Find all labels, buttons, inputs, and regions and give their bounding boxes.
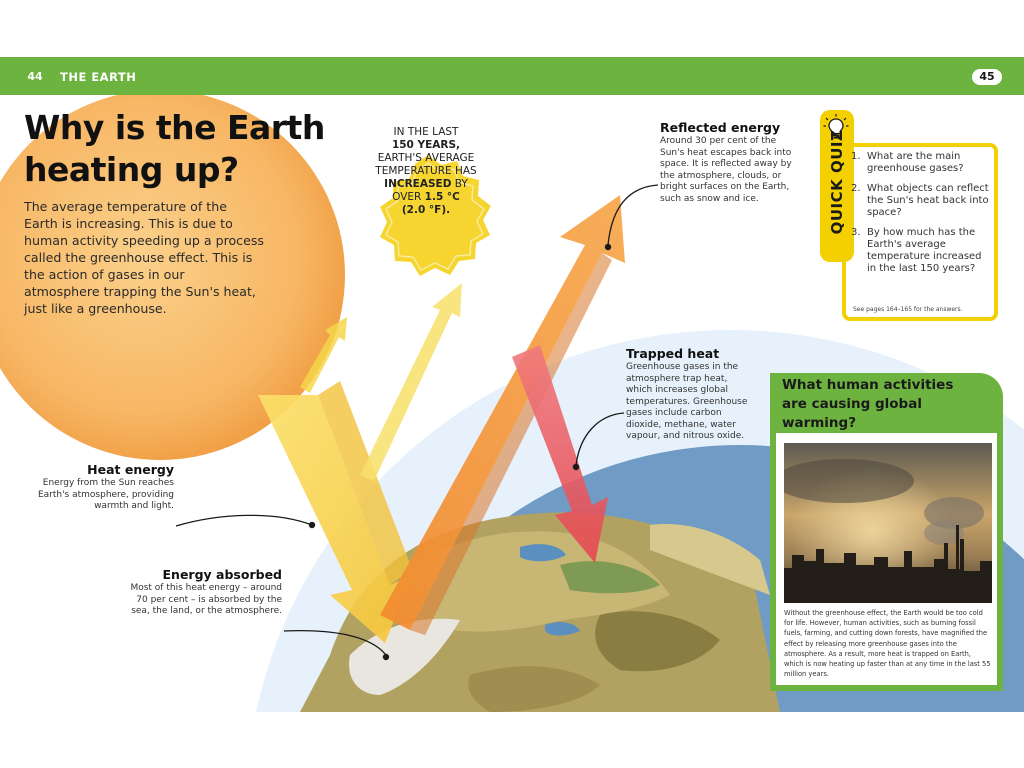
book-spread [0,57,1024,712]
absorbed-body: Most of this heat energy – around 70 per cent – is absorbed by the sea, the land, or the atmosphere. [130,583,282,616]
heat-energy-label [20,462,174,513]
quiz-answers-note: See pages 164–165 for the answers. [853,306,963,313]
page-number-right: 45 [972,69,1002,85]
activities-title: What human activities are causing global warming? [782,377,954,431]
trapped-heat-label [626,346,756,443]
trapped-title: Trapped heat [626,346,720,361]
fact-line-6: OVER [392,191,425,203]
heat-leader-line [176,515,312,526]
fact-line-4: TEMPERATURE HAS [375,165,477,177]
section-label: THE EARTH [60,70,137,84]
industrial-smog-photo [784,443,992,603]
reflected-title: Reflected energy [660,120,781,135]
absorbed-title: Energy absorbed [162,567,282,582]
intro-paragraph: The average temperature of the Earth is increasing. This is due to human activity speeding up a process called the greenhouse effect. This is the action of gases in our atmosphere trapping the Sun's heat, just like a greenhouse. [24,199,264,316]
fact-line-5b: BY [451,178,468,190]
quiz-question: 1. What are the main greenhouse gases? [851,151,964,174]
quick-quiz-label: QUICK QUIZ [828,129,846,235]
heat-body: Energy from the Sun reaches Earth's atmosphere, providing warmth and light. [37,478,174,511]
trapped-body: Greenhouse gases in the atmosphere trap heat, which increases global temperatures. Greenhouse gases include carbon dioxide, methane, water vapour, and nitrous oxide. [626,362,748,441]
fact-line-2: 150 YEARS, [391,139,461,151]
fact-line-3: EARTH'S AVERAGE [377,152,475,164]
heat-title: Heat energy [87,462,174,477]
page-title: Why is the Earth heating up? [24,108,325,189]
quiz-question: 3. By how much has the Earth's average temperature increased in the last 150 years? [851,227,982,274]
energy-absorbed-label [130,567,282,618]
quiz-questions [851,151,991,283]
fact-line-1: IN THE LAST [393,126,459,138]
fact-line-5: INCREASED [384,178,452,190]
fact-burst-text [368,126,484,217]
reflected-body: Around 30 per cent of the Sun's heat escapes back into space. It is reflected away by the atmosphere, clouds, or bright surfaces on the Earth, such as snow and ice. [660,136,792,204]
top-band [0,57,1024,95]
fact-line-7: (2.0 °F). [401,204,451,216]
fact-line-6b: 1.5 °C [424,191,460,203]
reflected-energy-label [660,120,800,205]
page-number-left: 44 [22,69,48,85]
activities-body: Without the greenhouse effect, the Earth would be too cold for life. However, human activities, such as burning fossil fuels, farming, and cutting down forests, have magnified the effect by releasing more greenhouse gases into the atmosphere. As a result, more heat is trapped on Earth, which is now heating up faster than at any time in the last 55 million years. [784,609,991,679]
quiz-question: 2. What objects can reflect the Sun's heat back into space? [851,183,989,218]
